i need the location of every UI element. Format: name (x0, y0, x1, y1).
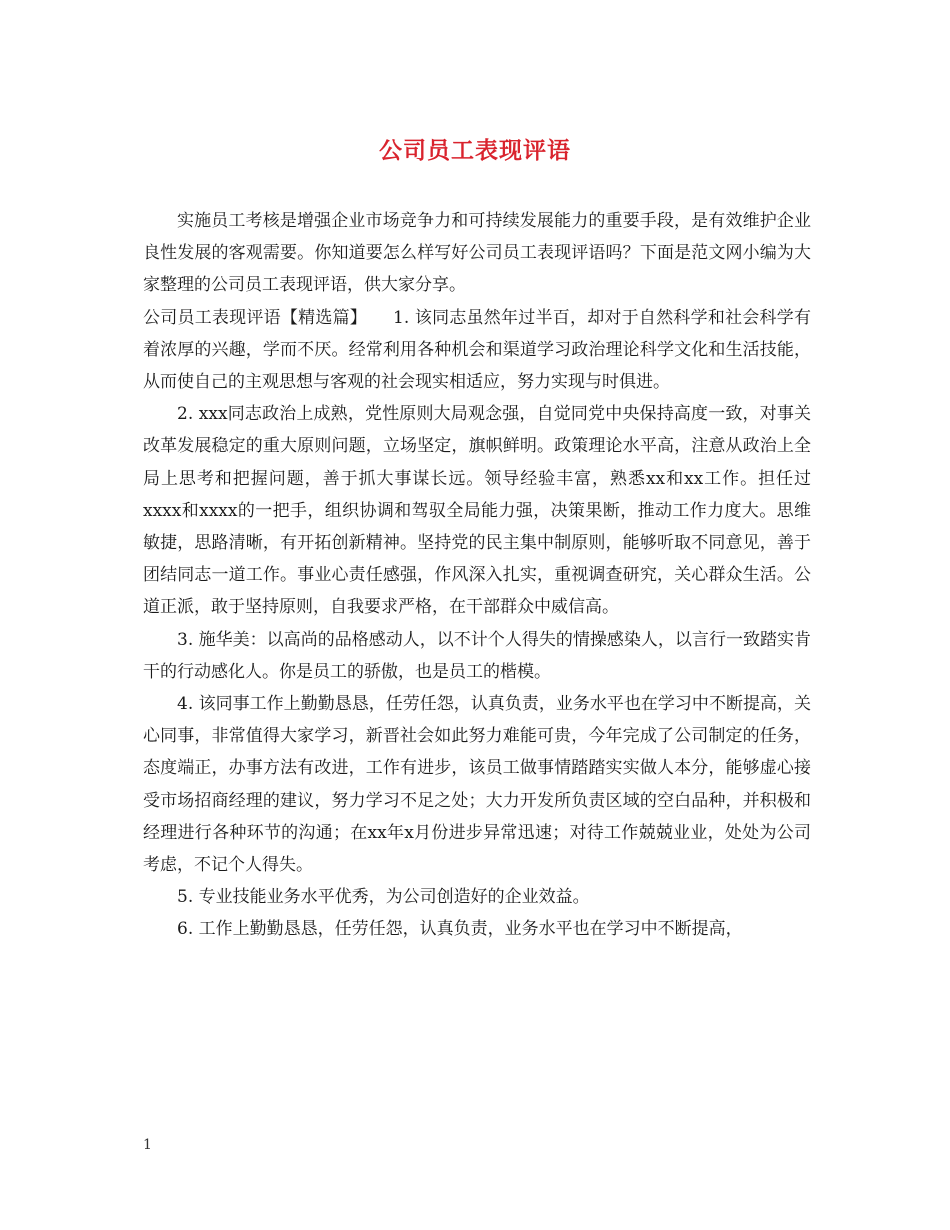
paragraph-item-1: 公司员工表现评语【精选篇】 1. 该同志虽然年过半百，却对于自然科学和社会科学有着浓厚的兴趣，学而不厌。经常利用各种机会和渠道学习政治理论科学文化和生活技能，从而使自己的主观思想与客观的社会现实相适应，努力实现与时俱进。 (143, 307, 811, 393)
document-body (143, 205, 811, 946)
paragraph-item-3: 3. 施华美：以高尚的品格感动人，以不计个人得失的情操感染人，以言行一致踏实肯干的行动感化人。你是员工的骄傲，也是员工的楷模。 (143, 629, 811, 682)
paragraph-item-2: 2. xxx同志政治上成熟，党性原则大局观念强，自觉同党中央保持高度一致，对事关改革发展稳定的重大原则问题，立场坚定，旗帜鲜明。政策理论水平高，注意从政治上全局上思考和把握问题，善于抓大事谋长远。领导经验丰富，熟悉xx和xx工作。担任过xxxx和xxxx的一把手，组织协调和驾驭全局能力强，决策果断，推动工作力度大。思维敏捷，思路清晰，有开拓创新精神。坚持党的民主集中制原则，能够听取不同意见，善于团结同志一道工作。事业心责任感强，作风深入扎实，重视调查研究，关心群众生活。公道正派，敢于坚持原则，自我要求严格，在干部群众中威信高。 (143, 404, 811, 618)
intro-paragraph: 实施员工考核是增强企业市场竞争力和可持续发展能力的重要手段，是有效维护企业良性发展的客观需要。你知道要怎么样写好公司员工表现评语吗？下面是范文网小编为大家整理的公司员工表现评语，供大家分享。 (143, 211, 811, 296)
paragraph-item-4: 4. 该同事工作上勤勤恳恳，任劳任怨，认真负责，业务水平也在学习中不断提高，关心同事，非常值得大家学习，新晋社会如此努力难能可贵，今年完成了公司制定的任务，态度端正，办事方法有改进，工作有进步，该员工做事情踏踏实实做人本分，能够虚心接受市场招商经理的建议，努力学习不足之处；大力开发所负责区域的空白品种，并积极和经理进行各种环节的沟通；在xx年x月份进步异常迅速；对待工作兢兢业业，处处为公司考虑，不记个人得失。 (143, 694, 811, 876)
paragraph-item-6: 6. 工作上勤勤恳恳，任劳任怨，认真负责，业务水平也在学习中不断提高， (177, 919, 743, 940)
paragraph-item-5: 5. 专业技能业务水平优秀，为公司创造好的企业效益。 (177, 887, 590, 908)
document-title: 公司员工表现评语 (379, 138, 571, 164)
page-number: 1 (143, 1137, 152, 1153)
